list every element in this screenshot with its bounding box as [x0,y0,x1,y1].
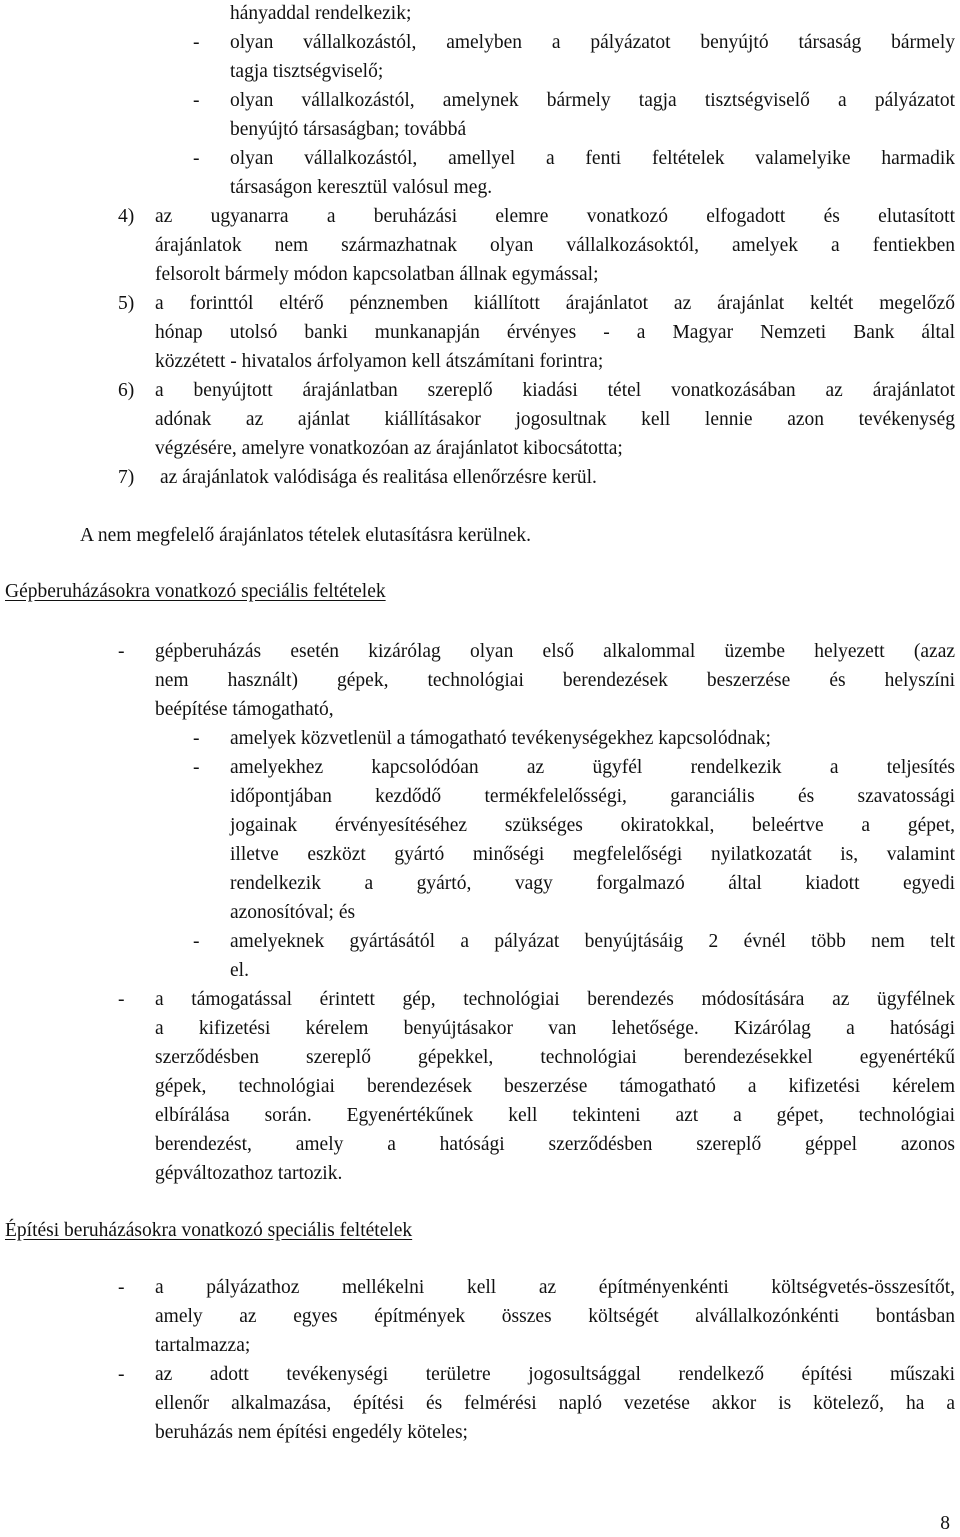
section-heading: Építési beruházásokra vonatkozó speciális feltételek [5,1220,413,1241]
intro-line: benyújtó társaságban; továbbá [230,119,467,140]
section-heading: Gépberuházásokra vonatkozó speciális feltételek [5,581,386,602]
list-dash: - [193,148,200,169]
list-dash: - [193,757,200,778]
sub-item-line: amelyek közvetlenül a támogatható tevékenységekhez kapcsolódnak; [230,728,771,749]
item-line: adónak az ajánlat kiállításakor jogosultnak kell lennie azon tevékenység [155,409,955,430]
item-line: a pályázathoz mellékelni kell az építményenkénti költségvetés-összesítőt, [155,1277,955,1298]
item-line: gépberuházás esetén kizárólag olyan első alkalommal üzembe helyezett (azaz [155,641,955,662]
page-number: 8 [940,1513,950,1534]
intro-line: olyan vállalkozástól, amelynek bármely tagja tisztségviselő a pályázatot [230,90,955,111]
sub-item-line: azonosítóval; és [230,902,356,923]
sub-item-line: amelyekhez kapcsolódóan az ügyfél rendelkezik a teljesítés [230,757,955,778]
item-line: a kifizetési kérelem benyújtásakor van lehetősége. Kizárólag a hatósági [155,1018,955,1039]
intro-line: tagja tisztségviselő; [230,61,384,82]
item-line: berendezést, amely a hatósági szerződésben szereplő géppel azonos [155,1134,955,1155]
item-line: ellenőr alkalmazása, építési és felmérési napló vezetése akkor is kötelező, ha a [155,1393,955,1414]
item-line: végzésére, amelyre vonatkozóan az árajánlatot kibocsátotta; [155,438,623,459]
item-line: a támogatással érintett gép, technológiai berendezés módosítására az ügyfélnek [155,989,955,1010]
list-dash: - [118,1364,125,1385]
item-line: nem használt) gépek, technológiai berendezések beszerzése és helyszíni [155,670,955,691]
item-line: tartalmazza; [155,1335,251,1356]
item-line: az árajánlatok valódisága és realitása ellenőrzésre kerül. [160,467,597,488]
item-line: a forinttól eltérő pénznemben kiállított árajánlatot az árajánlat keltét megelőző [155,293,955,314]
item-line: gépek, technológiai berendezések beszerzése támogatható a kifizetési kérelem [155,1076,955,1097]
item-number: 7) [118,467,135,488]
item-line: gépváltozathoz tartozik. [155,1163,343,1184]
item-line: hónap utolsó banki munkanapján érvényes - a Magyar Nemzeti Bank által [155,322,955,343]
sub-item-line: el. [230,960,249,981]
list-dash: - [193,32,200,53]
sub-item-line: rendelkezik a gyártó, vagy forgalmazó által kiadott egyedi [230,873,955,894]
rejection-note: A nem megfelelő árajánlatos tételek elutasításra kerülnek. [80,525,532,546]
sub-item-line: amelyeknek gyártásától a pályázat benyújtásáig 2 évnél több nem telt [230,931,955,952]
intro-line: társaságon keresztül valósul meg. [230,177,493,198]
item-number: 5) [118,293,135,314]
sub-item-line: jogainak érvényesítéséhez szükséges okiratokkal, beleértve a gépet, [230,815,955,836]
item-line: elbírálása során. Egyenértékűnek kell tekinteni azt a gépet, technológiai [155,1105,955,1126]
list-dash: - [118,1277,125,1298]
list-dash: - [118,989,125,1010]
item-line: árajánlatok nem származhatnak olyan vállalkozásoktól, amelyek a fentiekben [155,235,955,256]
item-line: beruházás nem építési engedély köteles; [155,1422,468,1443]
sub-item-line: időpontjában kezdődő termékfelelősségi, garanciális és szavatossági [230,786,955,807]
item-number: 6) [118,380,135,401]
list-dash: - [193,728,200,749]
item-line: a benyújtott árajánlatban szereplő kiadási tétel vonatkozásában az árajánlatot [155,380,955,401]
list-dash: - [193,931,200,952]
item-line: beépítése támogatható, [155,699,334,720]
item-number: 4) [118,206,135,227]
item-line: felsorolt bármely módon kapcsolatban állnak egymással; [155,264,599,285]
item-line: közzétett - hivatalos árfolyamon kell átszámítani forintra; [155,351,604,372]
item-line: szerződésben szereplő gépekkel, technológiai berendezésekkel egyenértékű [155,1047,955,1068]
list-dash: - [193,90,200,111]
sub-item-line: illetve eszközt gyártó minőségi megfelelőségi nyilatkozatát is, valamint [230,844,955,865]
list-dash: - [118,641,125,662]
item-line: az ugyanarra a beruházási elemre vonatkozó elfogadott és elutasított [155,206,955,227]
intro-line: hányaddal rendelkezik; [230,3,412,24]
intro-line: olyan vállalkozástól, amelyben a pályázatot benyújtó társaság bármely [230,32,955,53]
intro-line: olyan vállalkozástól, amellyel a fenti feltételek valamelyike harmadik [230,148,955,169]
item-line: az adott tevékenységi területre jogosultsággal rendelkező építési műszaki [155,1364,955,1385]
item-line: amely az egyes építmények összes költségét alvállalkozónkénti bontásban [155,1306,955,1327]
